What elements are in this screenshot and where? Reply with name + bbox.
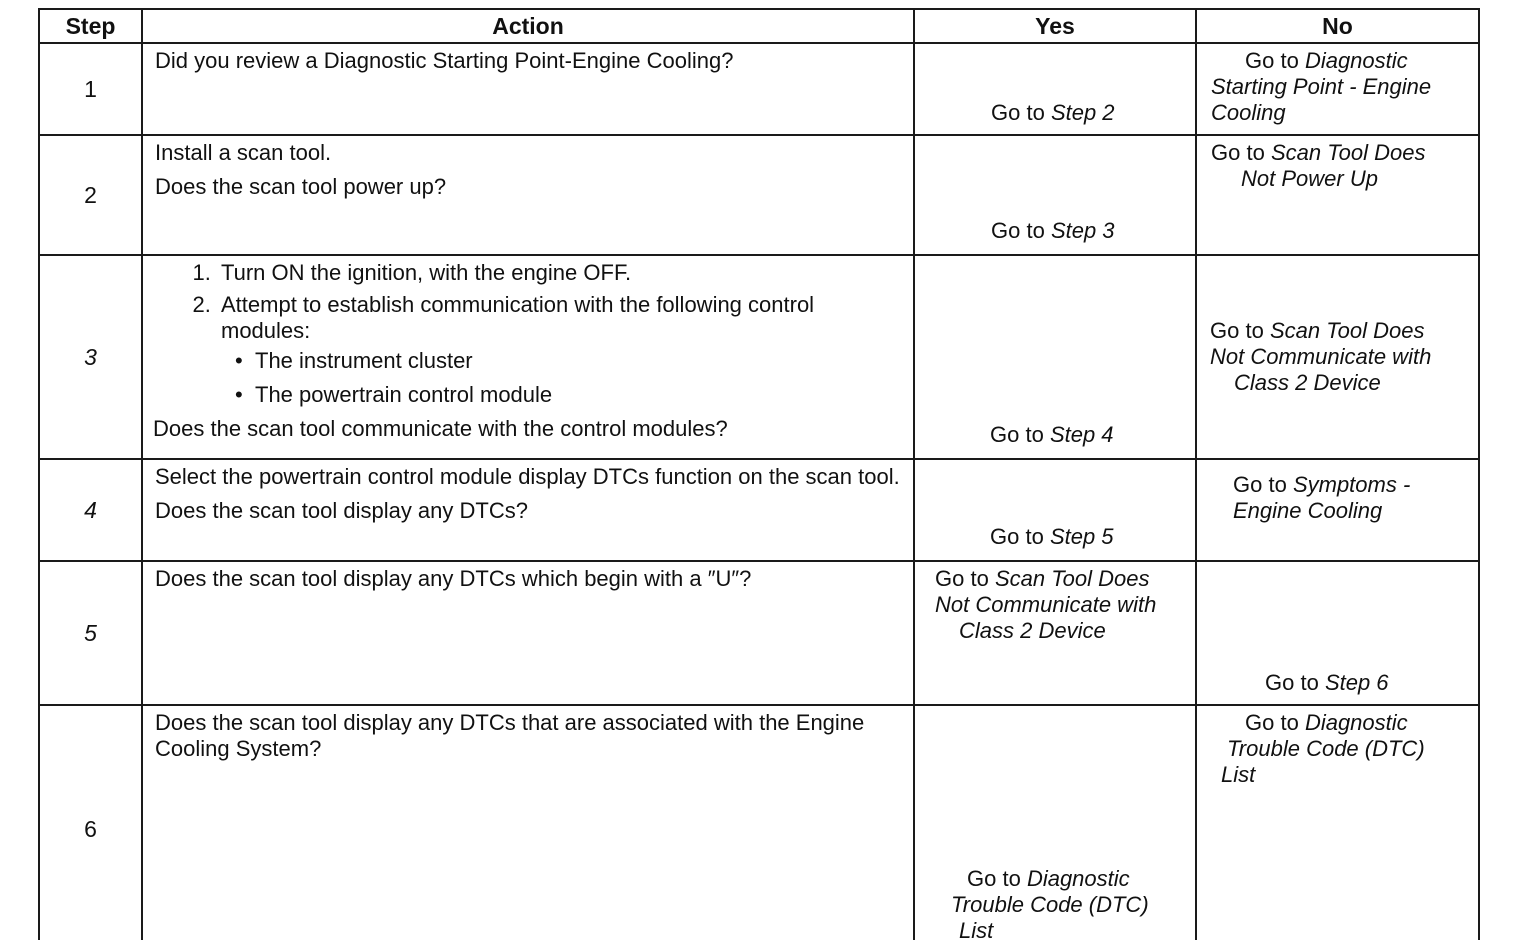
yes-goto-link[interactable] [991,218,1191,244]
no-goto-link[interactable]: Go to Symptoms - Engine Cooling [1233,472,1411,523]
action-instruction: Select the powertrain control module display DTCs function on the scan tool. [155,464,900,489]
yes-cell [914,705,1196,940]
goto-prefix: Go to [1245,710,1299,735]
action-question: Does the scan tool display any DTCs? [155,498,528,523]
goto-ref: Step 6 [1324,670,1389,695]
action-question: Does the scan tool display any DTCs which begin with a ″U″? [155,566,752,591]
goto-ref: Step 5 [1049,524,1114,549]
no-goto-link[interactable]: Go to Diagnostic Trouble Code (DTC) List [1221,710,1425,787]
step-number: 3 [39,255,142,459]
table-row [39,43,1479,135]
goto-prefix: Go to [1211,140,1265,165]
action-cell [142,135,914,255]
action-instruction: Install a scan tool. [155,140,332,165]
step-number: 6 [39,705,142,940]
no-goto-link[interactable] [1265,670,1475,696]
yes-goto-link[interactable] [990,524,1190,550]
diagnostic-table [38,8,1480,940]
yes-goto-link[interactable] [990,422,1190,448]
action-question: Does the scan tool display any DTCs that are associated with the Engine Cooling System? [155,710,865,761]
goto-prefix: Go to [991,218,1045,243]
action-cell [142,705,914,940]
module-list [221,348,903,408]
action-cell [142,43,914,135]
header-yes: Yes [914,9,1196,43]
goto-ref: Step 2 [1050,100,1115,125]
goto-prefix: Go to [1233,472,1287,497]
step-number: 2 [39,135,142,255]
no-goto-link[interactable]: Go to Diagnostic Starting Point - Engine Cooling [1211,48,1432,125]
goto-ref: Step 4 [1049,422,1114,447]
no-cell [1196,459,1479,561]
action-step: 2. Attempt to establish communication with the following control modules: • The instrument cluster • The powertrain control module [217,292,903,408]
no-cell [1196,255,1479,459]
header-action: Action [142,9,914,43]
yes-cell [914,561,1196,705]
table-row [39,459,1479,561]
goto-prefix: Go to [990,422,1044,447]
action-question: Does the scan tool power up? [155,174,447,199]
no-cell [1196,43,1479,135]
goto-prefix: Go to [1245,48,1299,73]
table-row [39,705,1479,940]
header-row [39,9,1479,43]
goto-prefix: Go to [967,866,1021,891]
no-cell [1196,135,1479,255]
action-question: Does the scan tool communicate with the control modules? [153,416,728,441]
yes-goto-link[interactable]: Go to Scan Tool Does Not Communicate with Class 2 Device [935,566,1157,643]
no-goto-link[interactable]: Go to Scan Tool Does Not Power Up [1211,140,1426,191]
yes-cell [914,459,1196,561]
goto-ref: Step 3 [1050,218,1115,243]
module-list-item: • The instrument cluster [231,348,903,374]
step-number: 5 [39,561,142,705]
action-steps [155,260,903,408]
action-step: 1. Turn ON the ignition, with the engine OFF. [217,260,903,286]
header-no: No [1196,9,1479,43]
goto-prefix: Go to [1210,318,1264,343]
module-list-item: • The powertrain control module [231,382,903,408]
step-number: 1 [39,43,142,135]
yes-goto-link[interactable] [991,100,1191,126]
no-cell [1196,561,1479,705]
yes-cell [914,135,1196,255]
goto-prefix: Go to [990,524,1044,549]
action-question: Did you review a Diagnostic Starting Point-Engine Cooling? [155,48,734,73]
table-row [39,561,1479,705]
header-step: Step [39,9,142,43]
action-cell [142,255,914,459]
goto-prefix: Go to [1265,670,1319,695]
no-goto-link[interactable]: Go to Scan Tool Does Not Communicate with Class 2 Device [1210,318,1432,395]
yes-cell [914,43,1196,135]
action-cell [142,561,914,705]
step-number: 4 [39,459,142,561]
yes-goto-link[interactable]: Go to Diagnostic Trouble Code (DTC) List [951,866,1149,940]
table-row [39,135,1479,255]
yes-cell [914,255,1196,459]
goto-prefix: Go to [991,100,1045,125]
action-cell [142,459,914,561]
table-row [39,255,1479,459]
no-cell [1196,705,1479,940]
goto-prefix: Go to [935,566,989,591]
